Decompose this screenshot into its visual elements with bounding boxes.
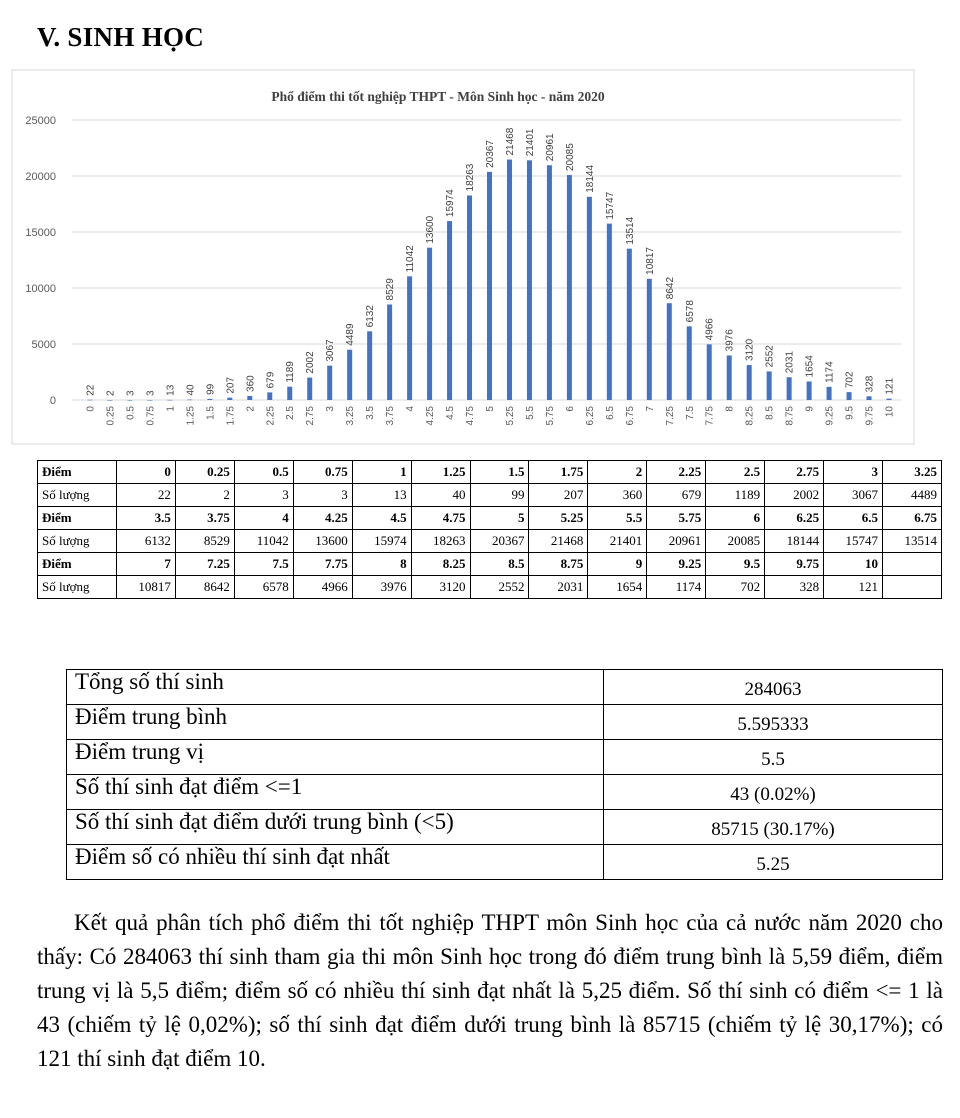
score-cell: 3 [824,461,883,484]
stat-row [67,670,943,705]
stat-value: 5.5 [604,740,943,775]
data-label: 2002 [305,351,317,374]
x-tick-label: 0 [85,406,97,412]
bar [427,248,432,400]
stat-value: 284063 [604,670,943,705]
data-label: 3 [145,390,157,396]
bar [287,387,292,400]
x-tick-label: 9.75 [864,406,876,426]
data-label: 10817 [644,247,656,275]
count-cell: 13514 [882,530,941,553]
bar [767,371,772,400]
data-label: 679 [265,371,277,389]
count-cell: 40 [411,484,470,507]
score-cell: 0.75 [293,461,352,484]
data-label: 6132 [365,305,377,328]
count-cell: 2 [175,484,234,507]
count-row-label: Số lượng [38,484,117,507]
score-row [38,461,942,484]
x-tick-label: 7.25 [664,406,676,426]
score-cell: 7.25 [175,553,234,576]
score-cell: 1.25 [411,461,470,484]
data-label: 40 [185,384,197,396]
bar [87,400,92,401]
data-label: 13514 [624,216,636,245]
stat-value: 5.595333 [604,705,943,740]
data-label: 1654 [804,355,816,378]
bar [227,398,232,400]
score-row [38,507,942,530]
score-cell: 7 [117,553,176,576]
x-tick-label: 10 [884,406,896,418]
summary-stats-table [66,669,943,880]
y-tick-label: 25000 [25,115,56,127]
data-label: 121 [884,377,896,395]
bar [127,400,132,401]
x-tick-label: 2.25 [265,406,277,426]
bar [587,197,592,400]
x-tick-label: 8.75 [784,406,796,426]
x-tick-label: 6 [564,406,576,412]
count-cell: 18144 [765,530,824,553]
data-label: 20961 [544,133,556,162]
count-row [38,576,942,599]
score-cell: 5.75 [647,507,706,530]
count-cell: 22 [117,484,176,507]
count-cell: 20961 [647,530,706,553]
bar [727,355,732,400]
bar [447,221,452,400]
bar [527,160,532,400]
stat-label: Điểm trung vị [67,740,604,775]
bar [647,279,652,400]
bar [887,399,892,400]
y-tick-label: 5000 [31,339,56,351]
x-tick-label: 2.5 [285,406,297,420]
section-heading: V. SINH HỌC [37,22,205,52]
data-label: 22 [85,384,97,396]
data-label: 3067 [325,339,337,362]
data-label: 15974 [445,189,457,218]
bar [787,377,792,400]
score-cell: 0 [117,461,176,484]
count-cell: 3976 [352,576,411,599]
count-cell: 328 [765,576,824,599]
score-cell: 0.5 [234,461,293,484]
data-label: 2 [105,390,117,396]
count-cell: 8642 [175,576,234,599]
score-cell: 7.75 [293,553,352,576]
x-tick-label: 8.5 [764,406,776,420]
stat-label: Điểm trung bình [67,705,604,740]
data-label: 21468 [504,127,516,156]
score-cell: 2.5 [706,461,765,484]
count-row-label: Số lượng [38,576,117,599]
y-tick-label: 0 [49,395,56,407]
score-cell: 8.75 [529,553,588,576]
data-label: 3 [125,390,137,396]
bar [707,344,712,400]
x-tick-label: 1 [165,406,177,412]
score-cell: 4 [234,507,293,530]
score-cell: 1.75 [529,461,588,484]
score-distribution-chart [0,68,960,448]
bar [607,224,612,400]
stat-row [67,810,943,845]
count-cell: 1174 [647,576,706,599]
data-label: 1174 [824,361,836,383]
count-cell: 6132 [117,530,176,553]
bar [187,400,192,401]
score-cell: 6.5 [824,507,883,530]
stat-value: 5.25 [604,845,943,880]
score-cell: 5.5 [588,507,647,530]
x-tick-label: 2 [245,406,257,412]
score-cell: 3.75 [175,507,234,530]
stat-label: Điểm số có nhiều thí sinh đạt nhất [67,845,604,880]
score-cell: 4.25 [293,507,352,530]
score-cell: 4.5 [352,507,411,530]
data-label: 15747 [604,191,616,220]
score-cell: 9 [588,553,647,576]
count-cell: 3067 [824,484,883,507]
score-cell [882,553,941,576]
x-tick-label: 0.75 [145,406,157,426]
score-cell: 2.75 [765,461,824,484]
data-label: 702 [844,371,856,389]
y-tick-label: 20000 [25,171,56,183]
bar [467,195,472,400]
data-label: 3120 [744,338,756,362]
bar [627,249,632,400]
bar [547,165,552,400]
stat-label: Số thí sinh đạt điểm <=1 [67,775,604,810]
x-tick-label: 8 [724,406,736,412]
chart-title: Phổ điểm thi tốt nghiệp THPT - Môn Sinh học - năm 2020 [271,89,605,104]
count-cell: 207 [529,484,588,507]
score-row-label: Điểm [38,507,117,530]
score-row-label: Điểm [38,553,117,576]
bar [247,396,252,400]
count-cell: 3120 [411,576,470,599]
data-label: 8642 [664,276,676,300]
data-label: 2031 [784,351,796,374]
score-cell: 8.25 [411,553,470,576]
x-tick-label: 7 [644,406,656,412]
bar [387,304,392,400]
score-cell: 9.5 [706,553,765,576]
score-cell: 5 [470,507,529,530]
x-tick-label: 3.75 [385,406,397,426]
data-label: 207 [225,376,237,394]
x-tick-label: 6.25 [584,406,596,426]
score-cell: 9.75 [765,553,824,576]
x-tick-label: 5.75 [544,406,556,426]
count-cell: 360 [588,484,647,507]
x-tick-label: 0.5 [125,406,137,420]
count-cell: 702 [706,576,765,599]
data-label: 1189 [285,361,297,383]
data-label: 13600 [425,215,437,244]
data-label: 99 [205,383,217,395]
x-tick-label: 2.75 [305,406,317,426]
score-cell: 3.25 [882,461,941,484]
score-cell: 6.75 [882,507,941,530]
count-cell [882,576,941,599]
bar [867,396,872,400]
score-cell: 6 [706,507,765,530]
bar [167,400,172,401]
score-cell: 3.5 [117,507,176,530]
y-tick-label: 10000 [25,283,56,295]
x-tick-label: 8.25 [744,406,756,426]
analysis-paragraph: Kết quả phân tích phổ điểm thi tốt nghiệp THPT môn Sinh học của cả nước năm 2020 cho thấy: Có 284063 thí sinh tham gia thi môn Sinh học trong đó điểm trung bình là 5,59 điểm, điểm trung vị là 5,5 điểm; điểm số có nhiều thí sinh đạt nhất là 5,25 điểm. Số thí sinh có điểm <= 1 là 43 (chiếm tỷ lệ 0,02%); số thí sinh đạt điểm dưới trung bình là 85715 (chiếm tỷ lệ 30,17%); có 121 thí sinh đạt điểm 10. [37,910,943,1071]
x-tick-label: 9 [804,406,816,412]
bar [147,400,152,401]
data-label: 3976 [724,329,736,352]
count-cell: 13 [352,484,411,507]
bar [207,399,212,400]
stat-row [67,740,943,775]
score-cell: 8 [352,553,411,576]
x-tick-label: 1.5 [205,406,217,420]
stat-value: 85715 (30.17%) [604,810,943,845]
bar [807,381,812,400]
bar [407,276,412,400]
data-label: 18144 [584,164,596,193]
count-cell: 21401 [588,530,647,553]
count-cell: 1189 [706,484,765,507]
bar [107,400,112,401]
count-cell: 2031 [529,576,588,599]
x-tick-label: 4.25 [425,406,437,426]
x-tick-label: 9.5 [844,406,856,420]
data-label: 20085 [564,143,576,172]
count-cell: 679 [647,484,706,507]
count-cell: 11042 [234,530,293,553]
score-row [38,553,942,576]
bar [347,350,352,400]
stat-row [67,705,943,740]
data-label: 8529 [385,278,397,301]
x-tick-label: 5.25 [504,406,516,426]
data-label: 6578 [684,300,696,323]
x-tick-label: 1.25 [185,406,197,426]
x-tick-label: 3.5 [365,406,377,420]
bar [327,366,332,400]
data-label: 21401 [524,128,536,157]
score-cell: 6.25 [765,507,824,530]
count-cell: 15747 [824,530,883,553]
data-label: 11042 [405,245,417,273]
count-cell: 18263 [411,530,470,553]
score-cell: 0.25 [175,461,234,484]
stat-row [67,775,943,810]
chart-frame [12,70,914,444]
count-cell: 6578 [234,576,293,599]
count-cell: 1654 [588,576,647,599]
score-cell: 9.25 [647,553,706,576]
bar [487,172,492,400]
data-label: 4966 [704,318,716,341]
x-tick-label: 9.25 [824,406,836,426]
y-tick-label: 15000 [25,227,56,239]
count-row [38,484,942,507]
bar [307,378,312,400]
x-tick-label: 1.75 [225,406,237,426]
x-tick-label: 0.25 [105,406,117,426]
score-cell: 5.25 [529,507,588,530]
count-cell: 10817 [117,576,176,599]
count-cell: 121 [824,576,883,599]
count-cell: 99 [470,484,529,507]
score-row-label: Điểm [38,461,117,484]
count-cell: 3 [293,484,352,507]
count-cell: 8529 [175,530,234,553]
bar [827,387,832,400]
score-count-table [37,460,942,599]
count-cell: 3 [234,484,293,507]
score-cell: 2 [588,461,647,484]
count-cell: 2002 [765,484,824,507]
count-cell: 20085 [706,530,765,553]
score-cell: 4.75 [411,507,470,530]
x-tick-label: 4 [405,406,417,412]
score-cell: 8.5 [470,553,529,576]
x-tick-label: 7.5 [684,406,696,420]
count-row [38,530,942,553]
x-tick-label: 7.75 [704,406,716,426]
x-tick-label: 4.75 [465,406,477,426]
chart-svg [0,68,960,448]
x-tick-label: 3.25 [345,406,357,426]
x-tick-label: 3 [325,406,337,412]
x-tick-label: 5 [485,406,496,412]
count-cell: 4489 [882,484,941,507]
bar [507,160,512,400]
stat-label: Tổng số thí sinh [67,670,604,705]
x-tick-label: 6.5 [604,406,616,420]
count-cell: 20367 [470,530,529,553]
stat-row [67,845,943,880]
data-label: 328 [864,375,876,393]
score-cell: 2.25 [647,461,706,484]
x-tick-label: 6.75 [624,406,636,426]
data-label: 13 [165,384,177,396]
count-row-label: Số lượng [38,530,117,553]
score-cell: 7.5 [234,553,293,576]
score-cell: 1.5 [470,461,529,484]
data-label: 2552 [764,345,776,368]
score-cell: 1 [352,461,411,484]
data-label: 4489 [345,323,357,346]
count-cell: 21468 [529,530,588,553]
count-cell: 13600 [293,530,352,553]
stat-value: 43 (0.02%) [604,775,943,810]
bar [667,303,672,400]
stat-label: Số thí sinh đạt điểm dưới trung bình (<5) [67,810,604,845]
x-tick-label: 5.5 [524,406,536,420]
count-cell: 4966 [293,576,352,599]
x-tick-label: 4.5 [445,406,457,420]
bar [567,175,572,400]
data-label: 18263 [465,163,477,192]
data-label: 20367 [485,140,496,168]
count-cell: 15974 [352,530,411,553]
score-cell: 10 [824,553,883,576]
bar [847,392,852,400]
data-label: 360 [245,375,257,392]
bar [367,331,372,400]
bar [687,326,692,400]
bar [267,392,272,400]
bar [747,365,752,400]
count-cell: 2552 [470,576,529,599]
